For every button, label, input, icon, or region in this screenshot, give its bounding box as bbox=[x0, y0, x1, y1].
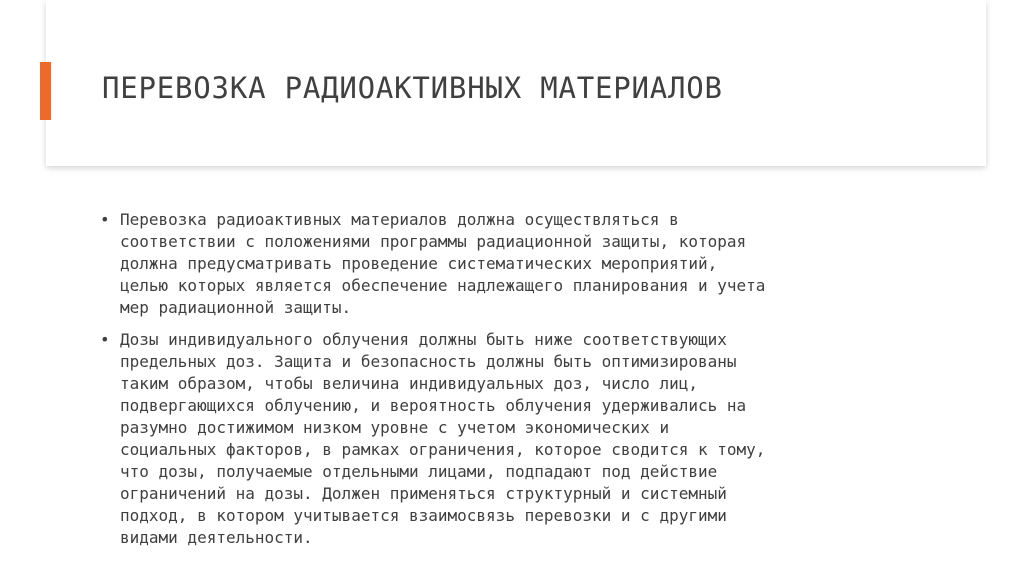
bullet-text: Дозы индивидуального облучения должны быть ниже соответствующих предельных доз. Защита и безопасность должны быть оптимизированы таким образом, чтобы величина индивидуальных доз, число лиц, подвергающихся облучению, и вероятность облучения удерживались на разумно достижимом низком уровне с учетом экономических и социальных факторов, в рамках ограничения, которое сводится к тому, что дозы, получаемые отдельными лицами, подпадают под действие ограничений на дозы. Должен применяться структурный и системный подход, в котором учитывается взаимосвязь перевозки и с другими видами деятельности. bbox=[120, 330, 766, 547]
bullet-icon: • bbox=[100, 330, 110, 349]
bullet-item bbox=[100, 209, 950, 319]
bullet-list bbox=[100, 209, 950, 549]
bullet-icon: • bbox=[100, 210, 110, 229]
title-accent-bar bbox=[40, 62, 51, 120]
bullet-text: Перевозка радиоактивных материалов должна осуществляться в соответствии с положениями программы радиационной защиты, которая должна предусматривать проведение систематических мероприятий, целью которых является обеспечение надлежащего планирования и учета мер радиационной защиты. bbox=[120, 210, 766, 317]
bullet-item bbox=[100, 329, 950, 549]
slide-content bbox=[100, 209, 950, 559]
slide-title: ПЕРЕВОЗКА РАДИОАКТИВНЫХ МАТЕРИАЛОВ bbox=[102, 71, 723, 105]
